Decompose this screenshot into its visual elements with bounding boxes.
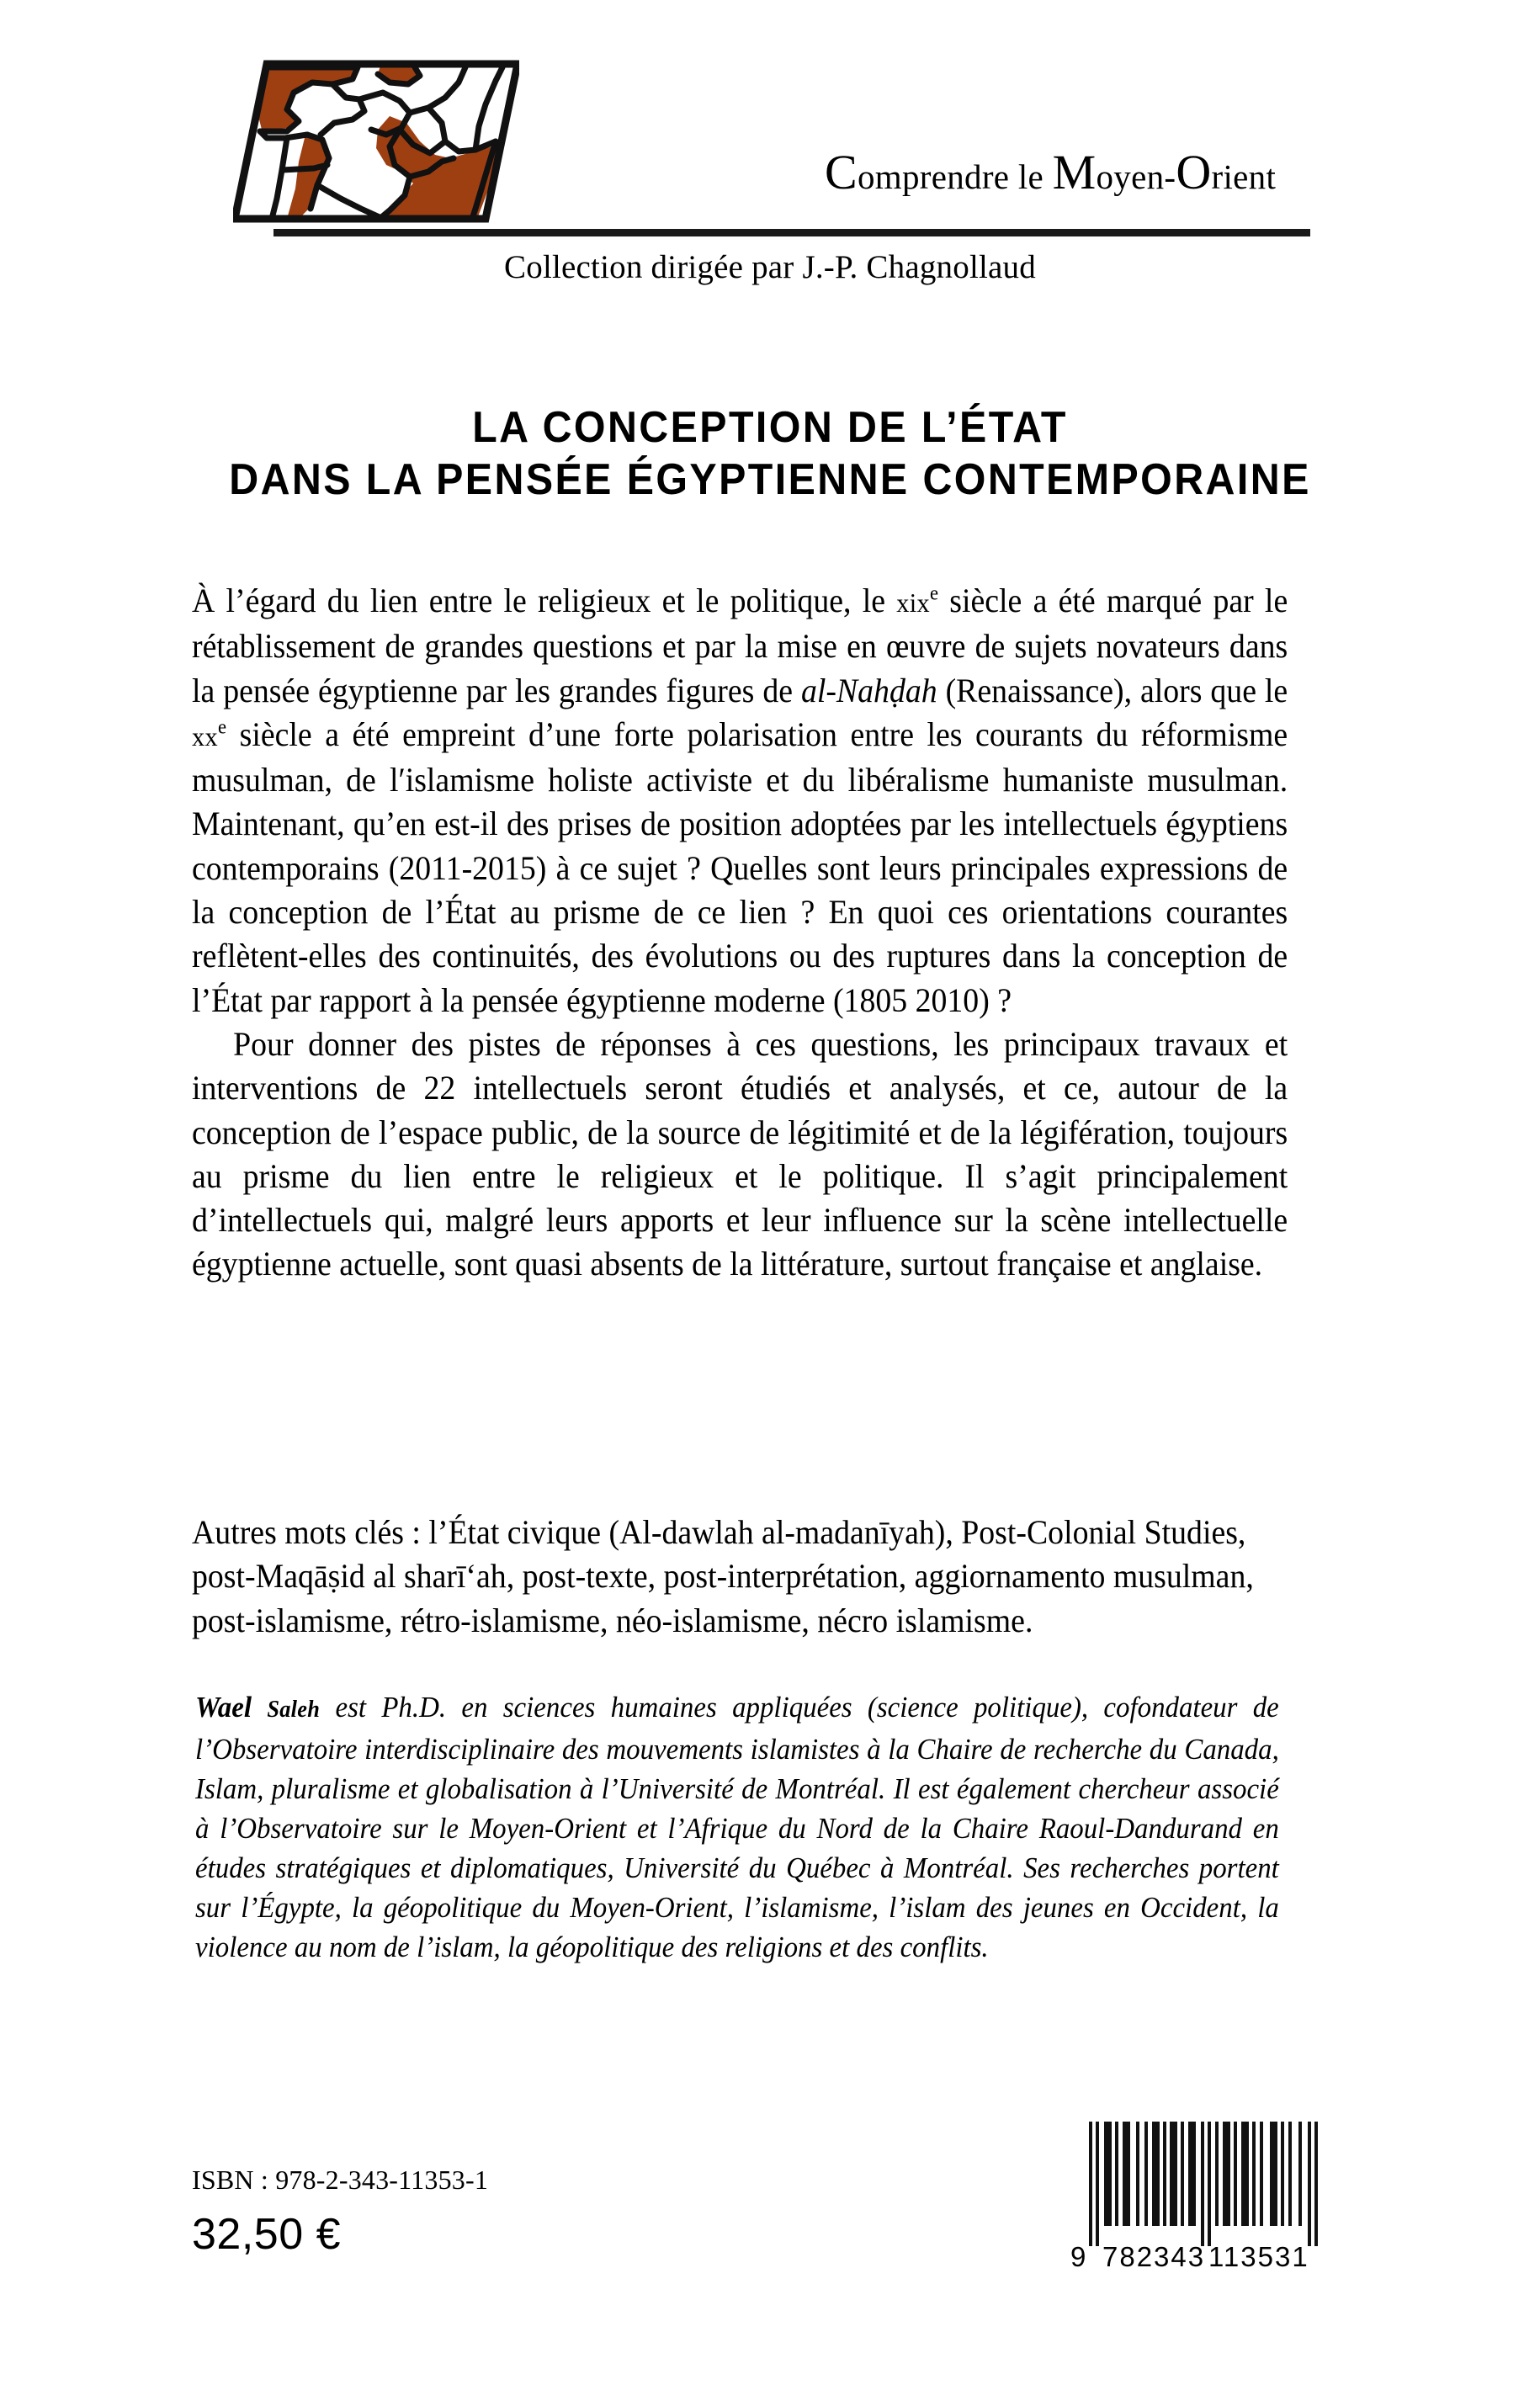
collection-title-cap-o: O (1176, 145, 1212, 199)
book-blurb (192, 579, 1288, 1287)
collection-title-part-3: rient (1211, 157, 1277, 196)
price-text: 32,50 € (192, 2210, 341, 2259)
middle-east-map-logo (233, 57, 519, 226)
blurb-century-20-sup: e (218, 716, 227, 739)
blurb-p1-seg-c: (Renaissance), alors que le (937, 671, 1288, 709)
author-bio (195, 1687, 1279, 1967)
blurb-p1-seg-b: siècle a été marqué par le rétablissement de grandes questions et par la mise en œuvre de sujets novateurs dans la pensée égyptienne par les grandes figures de (192, 582, 1288, 709)
barcode-right-group: 113531 (1208, 2241, 1309, 2272)
blurb-century-20: xx (192, 720, 219, 752)
collection-title (825, 145, 1313, 199)
keywords-text: Autres mots clés : l’État civique (Al-dawlah al-madanīyah), Post-Colonial Studies, post-Maqāṣid al sharīʻah, post-texte, post-interprétation, aggiornamento musulman, post-islamisme, rétro-islamisme, néo-islamisme, nécro islamisme. (192, 1513, 1254, 1639)
author-first-name: Wael (195, 1691, 268, 1724)
author-bio-paragraph (195, 1687, 1279, 1967)
author-bio-text: est Ph.D. en sciences humaines appliquées (science politique), cofondateur de l’Observatoire interdisciplinaire des mouvements islamistes à la Chaire de recherche du Canada, Islam, pluralisme et globalisation à l’Université de Montréal. Il est également chercheur associé à l’Observatoire sur le Moyen-Orient et l’Afrique du Nord de la Chaire Raoul-Dandurand en études stratégiques et diplomatiques, Université du Québec à Montréal. Ses recherches portent sur l’Égypte, la géopolitique du Moyen-Orient, l’islamisme, l’islam des jeunes en Occident, la violence au nom de l’islam, la géopolitique des religions et des conflits. (195, 1691, 1279, 1963)
book-title-line-1: LA CONCEPTION DE L’ÉTAT (472, 402, 1068, 452)
keywords-block (192, 1511, 1288, 1643)
blurb-p1-seg-a: À l’égard du lien entre le religieux et le politique, le (192, 582, 897, 619)
barcode-digits (1070, 2241, 1330, 2275)
page-title (172, 401, 1369, 507)
blurb-p1-seg-d: siècle a été empreint d’une forte polarisation entre les courants du réformisme musulman, de lʹislamisme holiste activiste et du libéralisme humaniste musulman. Maintenant, qu’en est-il des prises de position adoptées par les intellectuels égyptiens contemporains (2011-2015) à ce sujet ? Quelles sont leurs principales expressions de la conception de l’État au prisme de ce lien ? En quoi ces orientations courantes reflètent-elles des continuités, des évolutions ou des ruptures dans la conception de l’État par rapport à la pensée égyptienne moderne (1805 2010) ? (192, 714, 1288, 1019)
blurb-paragraph-2: Pour donner des pistes de réponses à ces questions, les principaux travaux et interventions de 22 intellectuels seront étudiés et analysés, et ce, autour de la conception de l’espace public, de la source de légitimité et de la légifération, toujours au prisme du lien entre le religieux et le politique. Il s’agit principalement d’intellectuels qui, malgré leurs apports et leur influence sur la scène intellectuelle égyptienne actuelle, sont quasi absents de la littérature, surtout française et anglaise. (192, 1024, 1288, 1283)
collection-title-cap-m: M (1052, 145, 1097, 199)
barcode-lead-digit: 9 (1070, 2241, 1088, 2272)
blurb-paragraph-1 (192, 579, 1288, 1023)
barcode-left-group: 782343 (1102, 2241, 1206, 2272)
collection-title-cap-c: C (825, 145, 858, 199)
isbn-text: ISBN : 978-2-343-11353-1 (192, 2165, 489, 2195)
barcode (1070, 2122, 1330, 2275)
author-last-name: Saleh (267, 1697, 321, 1723)
header-divider-rule (273, 229, 1310, 236)
blurb-century-19-sup: e (929, 582, 939, 605)
blurb-italic-al-nahdah: al-Nahḍah (800, 671, 937, 709)
book-title-line-2: DANS LA PENSÉE ÉGYPTIENNE CONTEMPORAINE (229, 455, 1311, 505)
barcode-bars (1070, 2122, 1330, 2246)
collection-director-line: Collection dirigée par J.-P. Chagnollaud (504, 249, 1036, 285)
collection-title-part-1: omprendre le (858, 157, 1053, 196)
collection-header (0, 0, 1540, 320)
blurb-century-19: xix (896, 587, 930, 618)
collection-title-part-2: oyen- (1096, 157, 1176, 196)
